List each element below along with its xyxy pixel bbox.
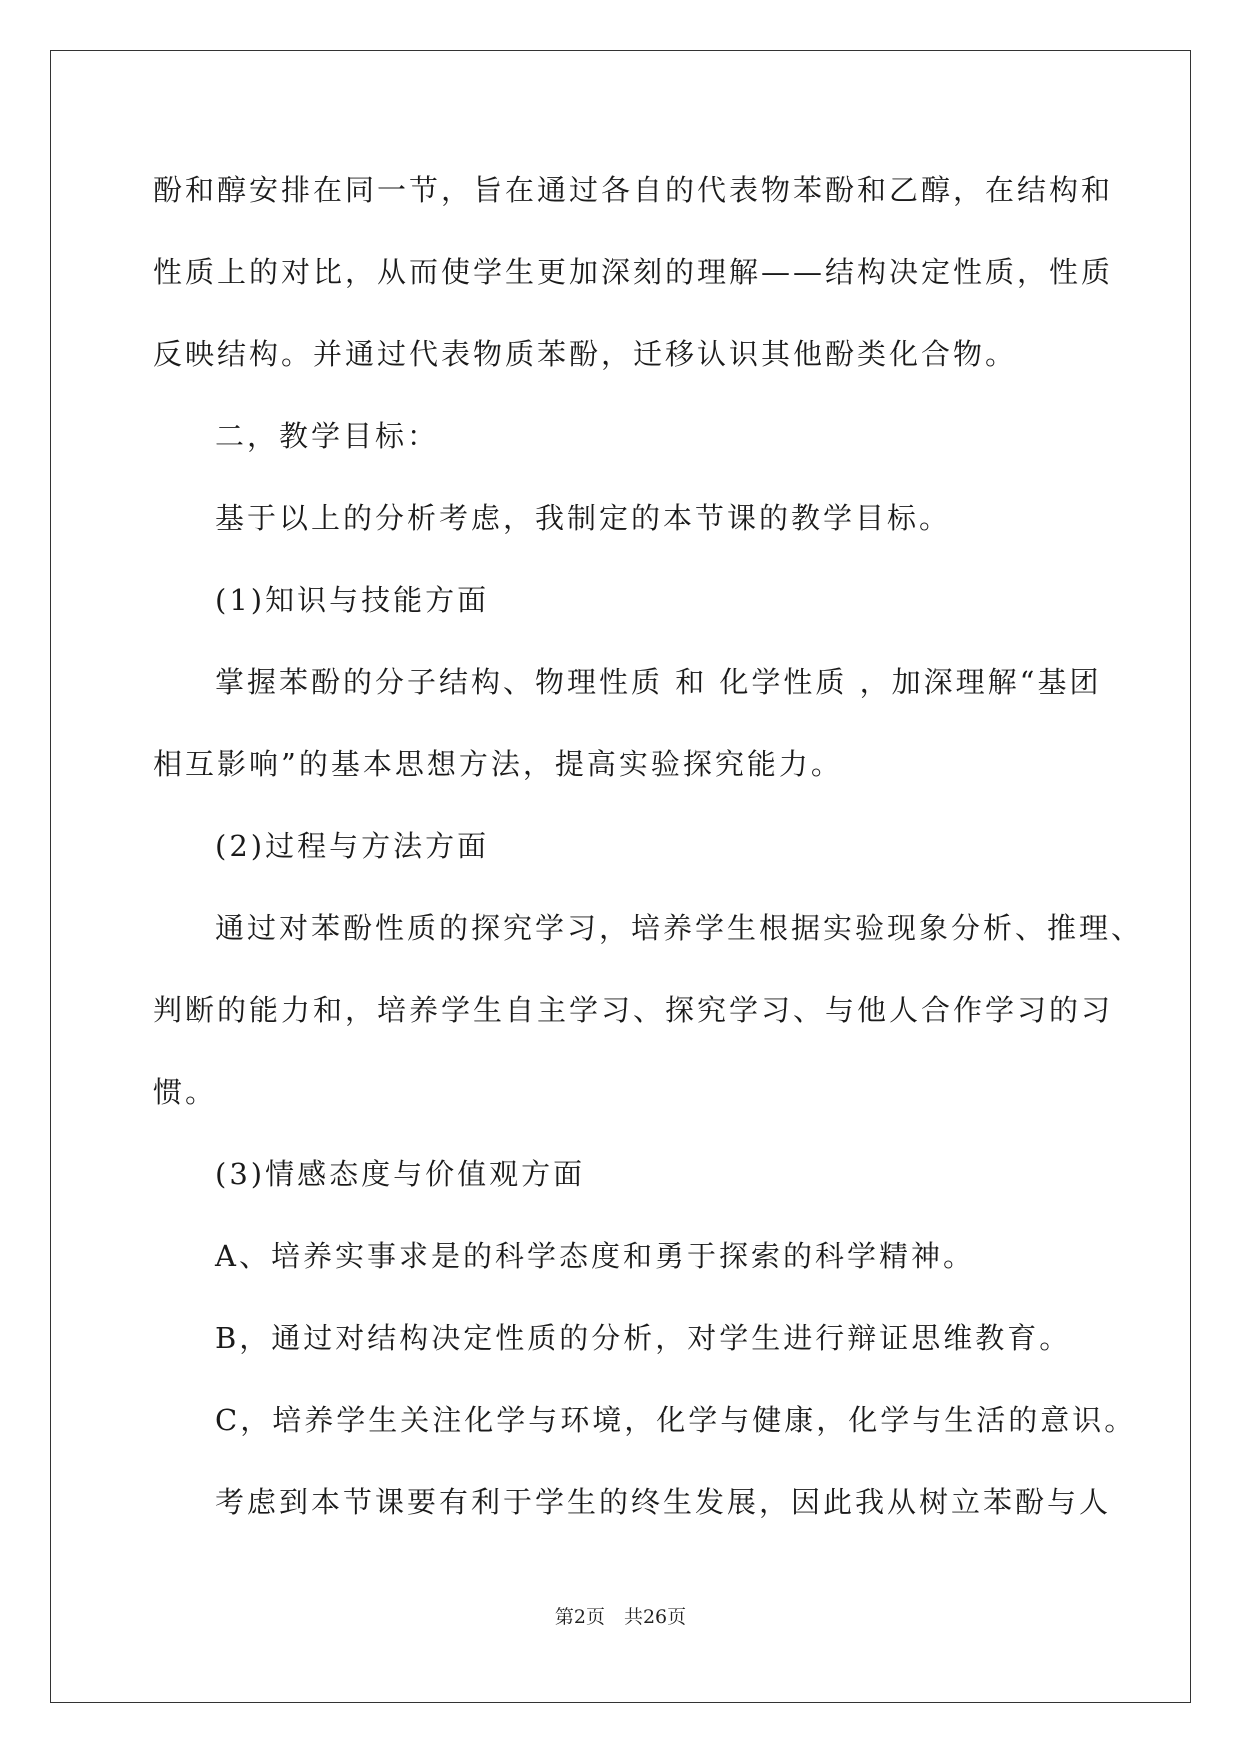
text-line-17: 考虑到本节课要有利于学生的终生发展，因此我从树立苯酚与人 [215, 1485, 1112, 1519]
text-line-8: 相互影响”的基本思想方法，提高实验探究能力。 [153, 747, 843, 781]
text-line-2: 性质上的对比，从而使学生更加深刻的理解——结构决定性质，性质 [153, 255, 1114, 289]
text-line-10: 通过对苯酚性质的探究学习，培养学生根据实验现象分析、推理、 [215, 911, 1144, 945]
page-border [50, 50, 1191, 1703]
text-line-1: 酚和醇安排在同一节，旨在通过各自的代表物苯酚和乙醇，在结构和 [153, 173, 1114, 207]
text-line-5: 基于以上的分析考虑，我制定的本节课的教学目标。 [215, 501, 952, 535]
subheading-process-method: (2)过程与方法方面 [215, 829, 490, 863]
subheading-knowledge-skills: (1)知识与技能方面 [215, 583, 490, 617]
text-line-7: 掌握苯酚的分子结构、物理性质 和 化学性质 ，加深理解“基团 [215, 665, 1102, 699]
text-line-14: A、培养实事求是的科学态度和勇于探索的科学精神。 [215, 1239, 975, 1273]
text-line-3: 反映结构。并通过代表物质苯酚，迁移认识其他酚类化合物。 [153, 337, 1018, 371]
page-number: 第2页 共26页 [554, 1606, 687, 1628]
text-line-12: 惯。 [153, 1075, 218, 1109]
text-line-11: 判断的能力和，培养学生自主学习、探究学习、与他人合作学习的习 [153, 993, 1114, 1027]
subheading-emotion-values: (3)情感态度与价值观方面 [215, 1157, 586, 1191]
text-line-15: B，通过对结构决定性质的分析，对学生进行辩证思维教育。 [215, 1321, 1072, 1355]
text-line-16: C，培养学生关注化学与环境，化学与健康，化学与生活的意识。 [215, 1403, 1137, 1437]
section-heading-objectives: 二，教学目标： [215, 419, 440, 453]
